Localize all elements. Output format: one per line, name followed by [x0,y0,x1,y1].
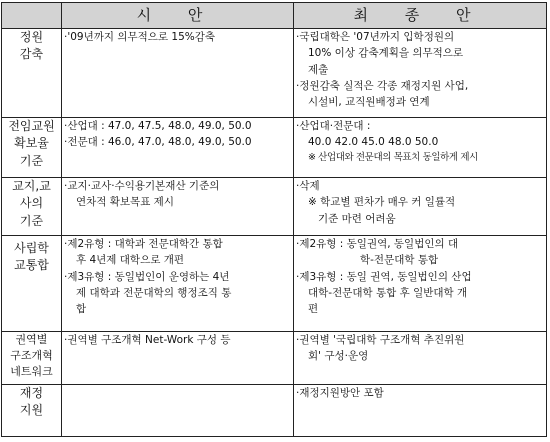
header-corner-cell [2,3,62,29]
text-line: 합 [76,303,87,316]
text-line: ·제2유형 : 대학과 전문대학간 통합 [64,238,223,250]
row-enrollment-reduction [2,29,547,118]
category-line: 사의 [19,196,44,211]
text-line: ·국립대학은 '07년까지 입학정원의 [296,31,455,43]
proposal-cell [62,118,294,178]
note-line: 기준 마련 어려움 [318,212,396,225]
text-line: 대학-전문대학 통합 후 일반대학 개 [308,286,468,299]
category-line: 확보율 [14,136,49,151]
proposal-cell [62,178,294,236]
text-line: ·산업대 : 47.0, 47.5, 48.0, 49.0, 50.0 [64,120,252,132]
row-financial-support [2,385,547,437]
category-cell [2,385,62,437]
row-land-building-standard [2,178,547,236]
text-line: ·재정지원방안 포함 [296,387,384,399]
text-line: 40.0 42.0 45.0 48.0 50.0 [308,136,439,149]
category-line: 권역별 [15,333,48,346]
category-line: 정원 [19,30,44,44]
proposal-cell [62,332,294,385]
text-line: 제출 [308,63,329,76]
text-line: ·제3유형 : 동일 권역, 동일법인의 산업 [296,270,472,283]
category-cell [2,178,62,236]
header-proposal: 시 안 [62,3,294,29]
category-line: 교통합 [14,258,49,273]
text-line: ·'09년까지 의무적으로 15%감축 [64,31,216,43]
category-line: 기준 [19,153,44,168]
text-line: 후 4년제 대학으로 개편 [76,254,184,267]
category-line: 교지,교 [12,179,51,193]
category-line: 사립학 [14,241,49,255]
proposal-cell-empty [62,385,294,437]
category-line: 재정 [19,386,44,400]
category-line: 기준 [19,213,44,228]
note-line: ※ 산업대와 전문대의 목표치 동일하게 제시 [308,151,478,163]
text-line: ·전문대 : 46.0, 47.0, 48.0, 49.0, 50.0 [64,136,252,149]
final-cell [294,178,547,236]
text-line: ·삭제 [296,180,320,192]
note-line: ※ 학교별 편차가 매우 커 일률적 [308,196,456,209]
final-cell [294,29,547,118]
category-cell [2,118,62,178]
row-private-school-merger [2,236,547,332]
proposal-cell [62,236,294,332]
row-regional-network [2,332,547,385]
category-line: 전임교원 [8,119,55,133]
category-cell [2,236,62,332]
category-line: 지원 [19,403,44,418]
text-line: 10% 이상 감축계획을 의무적으로 [308,47,464,60]
text-line: 제 대학과 전문대학의 행정조직 통 [76,286,232,299]
final-cell [294,385,547,437]
text-line: ·산업대·전문대 : [296,120,371,132]
text-line: 회' 구성·운영 [308,350,369,363]
text-line: ·교지·교사·수익용기본재산 기준의 [64,180,220,192]
final-cell [294,332,547,385]
text-line: ·제2유형 : 동일권역, 동일법인의 대 [296,238,459,250]
final-cell [294,118,547,178]
category-cell [2,29,62,118]
final-cell [294,236,547,332]
header-final: 최 종 안 [294,3,547,29]
category-line: 네트워크 [10,364,53,378]
text-line: ·제3유형 : 동일법인이 운영하는 4년 [64,270,230,283]
proposal-cell [62,29,294,118]
row-faculty-ratio [2,118,547,178]
comparison-table [1,2,547,437]
text-line: 시설비, 교직원배정과 연계 [308,96,430,109]
text-line: ·정원감축 실적은 각종 재정지원 사업, [296,79,469,92]
text-line: ·권역별 '국립대학 구조개혁 추진위원 [296,334,465,346]
text-line: ·권역별 구조개혁 Net-Work 구성 등 [64,334,231,346]
category-cell [2,332,62,385]
text-line: 연차적 확보목표 제시 [76,196,174,209]
text-line: 편 [308,303,319,316]
text-line: 학-전문대학 통합 [360,254,439,267]
category-line: 구조개혁 [10,348,53,362]
category-line: 감축 [19,47,44,62]
header-row [2,3,547,29]
